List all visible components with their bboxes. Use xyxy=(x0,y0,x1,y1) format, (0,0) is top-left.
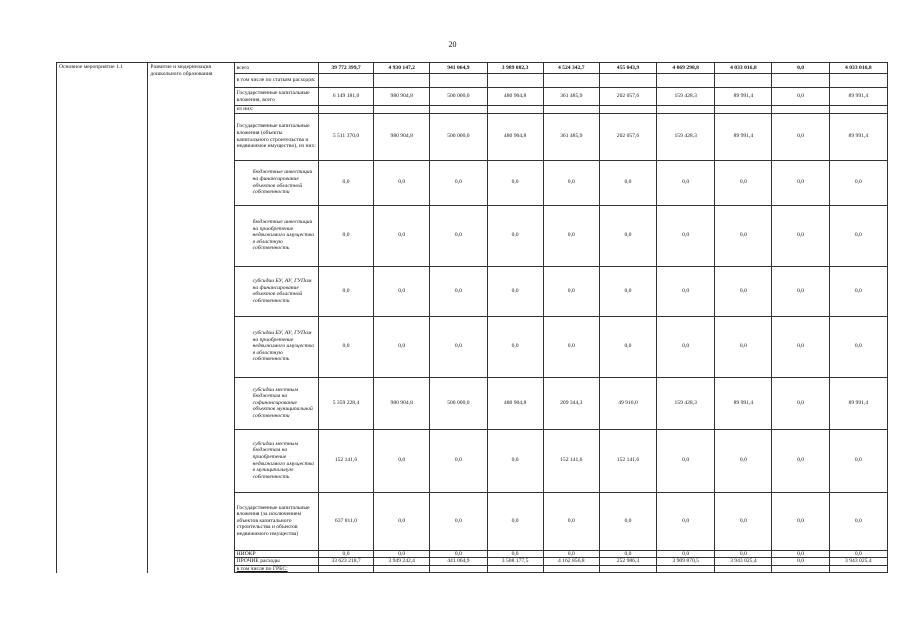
value-cell xyxy=(772,74,829,88)
value-cell: 0,0 xyxy=(318,266,373,316)
value-cell: 89 991,4 xyxy=(829,113,887,160)
value-cell xyxy=(657,106,715,114)
value-cell: 941 064,9 xyxy=(430,63,487,74)
row-label: бюджетные инвестиции на финансирование объектов областной собственности xyxy=(234,160,318,205)
value-cell: 0,0 xyxy=(599,492,656,550)
value-cell: 3 943 025,4 xyxy=(715,558,772,566)
row-label: субсидии местным бюджетам на софинансирование объектов муниципальной собственности xyxy=(234,377,318,429)
value-cell: 0,0 xyxy=(430,205,487,266)
value-cell: 6 149 181,0 xyxy=(318,88,373,106)
value-cell: 0,0 xyxy=(829,492,887,550)
value-cell: 152 141,6 xyxy=(543,429,599,492)
value-cell xyxy=(374,74,430,88)
value-cell: 0,0 xyxy=(715,205,772,266)
value-cell: 0,0 xyxy=(829,429,887,492)
value-cell: 0,0 xyxy=(430,266,487,316)
row-label: Государственные капитальные вложения (за исключением объектов капитального строительства и объектов недвижимого имущества) xyxy=(234,492,318,550)
page-number: 20 xyxy=(448,40,457,49)
value-cell: 455 043,9 xyxy=(599,63,656,74)
value-cell: 0,0 xyxy=(657,492,715,550)
value-cell: 252 986,3 xyxy=(599,558,656,566)
row-label: ПРОЧИЕ расходы xyxy=(234,558,318,566)
value-cell: 209 344,3 xyxy=(543,377,599,429)
value-cell: 500 000,0 xyxy=(430,377,487,429)
value-cell xyxy=(657,74,715,88)
value-cell xyxy=(374,565,430,573)
table-body xyxy=(57,63,888,573)
value-cell: 0,0 xyxy=(487,492,543,550)
value-cell: 159 428,3 xyxy=(657,377,715,429)
value-cell: 0,0 xyxy=(487,205,543,266)
value-cell: 4 524 342,7 xyxy=(543,63,599,74)
value-cell: 0,0 xyxy=(657,205,715,266)
value-cell: 5 359 228,4 xyxy=(318,377,373,429)
value-cell xyxy=(543,565,599,573)
value-cell: 39 772 399,7 xyxy=(318,63,373,74)
value-cell: 0,0 xyxy=(543,316,599,377)
value-cell xyxy=(318,106,373,114)
row-label: Государственные капитальные вложения (объекты капитального строительства и недвижимое имущество), из них: xyxy=(234,113,318,160)
value-cell: 0,0 xyxy=(487,160,543,205)
value-cell: 202 057,6 xyxy=(599,88,656,106)
value-cell: 0,0 xyxy=(543,160,599,205)
value-cell: 0,0 xyxy=(772,266,829,316)
value-cell: 0,0 xyxy=(487,550,543,558)
event-label: Основное мероприятие 1.1 xyxy=(57,63,148,573)
value-cell xyxy=(487,74,543,88)
value-cell: 0,0 xyxy=(715,429,772,492)
value-cell: 4 162 856,8 xyxy=(543,558,599,566)
value-cell: 0,0 xyxy=(772,160,829,205)
value-cell: 0,0 xyxy=(657,429,715,492)
value-cell: 480 904,8 xyxy=(487,377,543,429)
value-cell: 0,0 xyxy=(374,429,430,492)
value-cell: 89 991,4 xyxy=(829,88,887,106)
value-cell: 0,0 xyxy=(318,316,373,377)
value-cell: 4 930 147,2 xyxy=(374,63,430,74)
value-cell: 0,0 xyxy=(657,550,715,558)
value-cell: 480 904,8 xyxy=(487,113,543,160)
value-cell: 0,0 xyxy=(772,88,829,106)
value-cell xyxy=(318,565,373,573)
value-cell xyxy=(430,106,487,114)
value-cell: 980 904,8 xyxy=(374,88,430,106)
event-description: Развитие и модернизация дошкольного образования xyxy=(148,63,234,573)
value-cell: 0,0 xyxy=(374,205,430,266)
value-cell: 0,0 xyxy=(599,160,656,205)
value-cell: 3 508 177,5 xyxy=(487,558,543,566)
value-cell: 637 811,0 xyxy=(318,492,373,550)
row-label: бюджетные инвестиции на приобретение недвижимого имущества в областную собственность xyxy=(234,205,318,266)
value-cell: 0,0 xyxy=(374,550,430,558)
row-label: субсидии местным бюджетам на приобретение недвижимого имущества в муниципальную собственность xyxy=(234,429,318,492)
value-cell xyxy=(543,106,599,114)
value-cell: 0,0 xyxy=(772,550,829,558)
value-cell xyxy=(318,74,373,88)
value-cell xyxy=(487,106,543,114)
value-cell xyxy=(829,106,887,114)
value-cell xyxy=(829,74,887,88)
value-cell: 0,0 xyxy=(829,160,887,205)
value-cell: 4 069 298,8 xyxy=(657,63,715,74)
value-cell: 0,0 xyxy=(772,316,829,377)
value-cell: 0,0 xyxy=(599,266,656,316)
value-cell: 0,0 xyxy=(543,205,599,266)
value-cell: 0,0 xyxy=(487,266,543,316)
value-cell: 5 511 370,0 xyxy=(318,113,373,160)
value-cell: 0,0 xyxy=(318,550,373,558)
value-cell: 0,0 xyxy=(715,316,772,377)
value-cell: 0,0 xyxy=(715,266,772,316)
value-cell: 0,0 xyxy=(543,550,599,558)
value-cell: 0,0 xyxy=(430,160,487,205)
value-cell xyxy=(829,565,887,573)
value-cell: 0,0 xyxy=(715,492,772,550)
value-cell: 89 991,4 xyxy=(715,377,772,429)
value-cell: 0,0 xyxy=(829,316,887,377)
value-cell xyxy=(715,565,772,573)
value-cell: 3 943 025,4 xyxy=(829,558,887,566)
row-label: в том числе по ГРБС: xyxy=(234,565,318,573)
value-cell: 0,0 xyxy=(829,205,887,266)
value-cell: 980 904,8 xyxy=(374,113,430,160)
row-label: НИОКР xyxy=(234,550,318,558)
value-cell xyxy=(543,74,599,88)
value-cell: 0,0 xyxy=(715,550,772,558)
value-cell: 480 904,8 xyxy=(487,88,543,106)
row-label: субсидии БУ, АУ, ГУПам на финансирование объектов областной собственности xyxy=(234,266,318,316)
row-label: в том числе по статьям расходов: xyxy=(234,74,318,88)
value-cell xyxy=(772,565,829,573)
budget-table xyxy=(56,62,888,573)
value-cell: 0,0 xyxy=(543,492,599,550)
value-cell: 3 949 242,4 xyxy=(374,558,430,566)
value-cell xyxy=(715,106,772,114)
value-cell: 89 991,4 xyxy=(829,377,887,429)
value-cell: 0,0 xyxy=(374,160,430,205)
value-cell: 152 141,6 xyxy=(599,429,656,492)
value-cell xyxy=(772,106,829,114)
value-cell: 159 428,3 xyxy=(657,88,715,106)
value-cell xyxy=(487,565,543,573)
value-cell: 49 916,0 xyxy=(599,377,656,429)
value-cell: 0,0 xyxy=(318,205,373,266)
value-cell: 4 033 016,8 xyxy=(829,63,887,74)
value-cell: 202 057,6 xyxy=(599,113,656,160)
value-cell xyxy=(430,74,487,88)
value-cell: 0,0 xyxy=(599,550,656,558)
value-cell xyxy=(599,106,656,114)
value-cell: 3 989 082,3 xyxy=(487,63,543,74)
value-cell xyxy=(374,106,430,114)
table-row xyxy=(57,63,888,74)
value-cell: 0,0 xyxy=(487,429,543,492)
value-cell: 0,0 xyxy=(657,316,715,377)
value-cell: 4 033 016,8 xyxy=(715,63,772,74)
value-cell: 33 623 218,7 xyxy=(318,558,373,566)
value-cell: 0,0 xyxy=(430,316,487,377)
value-cell: 0,0 xyxy=(374,266,430,316)
value-cell: 361 485,9 xyxy=(543,88,599,106)
value-cell: 0,0 xyxy=(487,316,543,377)
row-label: Государственные капитальные вложения, всего xyxy=(234,88,318,106)
value-cell: 361 485,9 xyxy=(543,113,599,160)
value-cell: 0,0 xyxy=(657,160,715,205)
value-cell: 0,0 xyxy=(772,205,829,266)
value-cell: 3 909 870,5 xyxy=(657,558,715,566)
value-cell xyxy=(715,74,772,88)
row-label: из них: xyxy=(234,106,318,114)
value-cell: 0,0 xyxy=(374,492,430,550)
value-cell: 500 000,0 xyxy=(430,88,487,106)
value-cell: 0,0 xyxy=(657,266,715,316)
value-cell: 0,0 xyxy=(772,429,829,492)
value-cell: 980 904,8 xyxy=(374,377,430,429)
value-cell: 159 428,3 xyxy=(657,113,715,160)
value-cell: 0,0 xyxy=(374,316,430,377)
value-cell: 0,0 xyxy=(430,429,487,492)
row-label: субсидии БУ, АУ, ГУПам на приобретение недвижимого имущества в областную собственность xyxy=(234,316,318,377)
value-cell: 0,0 xyxy=(772,113,829,160)
value-cell xyxy=(599,565,656,573)
value-cell: 0,0 xyxy=(829,266,887,316)
value-cell: 441 064,9 xyxy=(430,558,487,566)
value-cell: 89 991,4 xyxy=(715,113,772,160)
value-cell: 0,0 xyxy=(715,160,772,205)
value-cell: 500 000,0 xyxy=(430,113,487,160)
value-cell: 152 141,6 xyxy=(318,429,373,492)
value-cell: 0,0 xyxy=(430,550,487,558)
value-cell: 0,0 xyxy=(599,316,656,377)
value-cell xyxy=(430,565,487,573)
value-cell: 0,0 xyxy=(772,492,829,550)
value-cell: 0,0 xyxy=(829,550,887,558)
value-cell: 0,0 xyxy=(772,558,829,566)
value-cell xyxy=(657,565,715,573)
value-cell: 0,0 xyxy=(318,160,373,205)
value-cell xyxy=(599,74,656,88)
row-label: всего xyxy=(234,63,318,74)
value-cell: 0,0 xyxy=(599,205,656,266)
value-cell: 0,0 xyxy=(543,266,599,316)
value-cell: 0,0 xyxy=(772,63,829,74)
value-cell: 89 991,4 xyxy=(715,88,772,106)
value-cell: 0,0 xyxy=(430,492,487,550)
value-cell: 0,0 xyxy=(772,377,829,429)
